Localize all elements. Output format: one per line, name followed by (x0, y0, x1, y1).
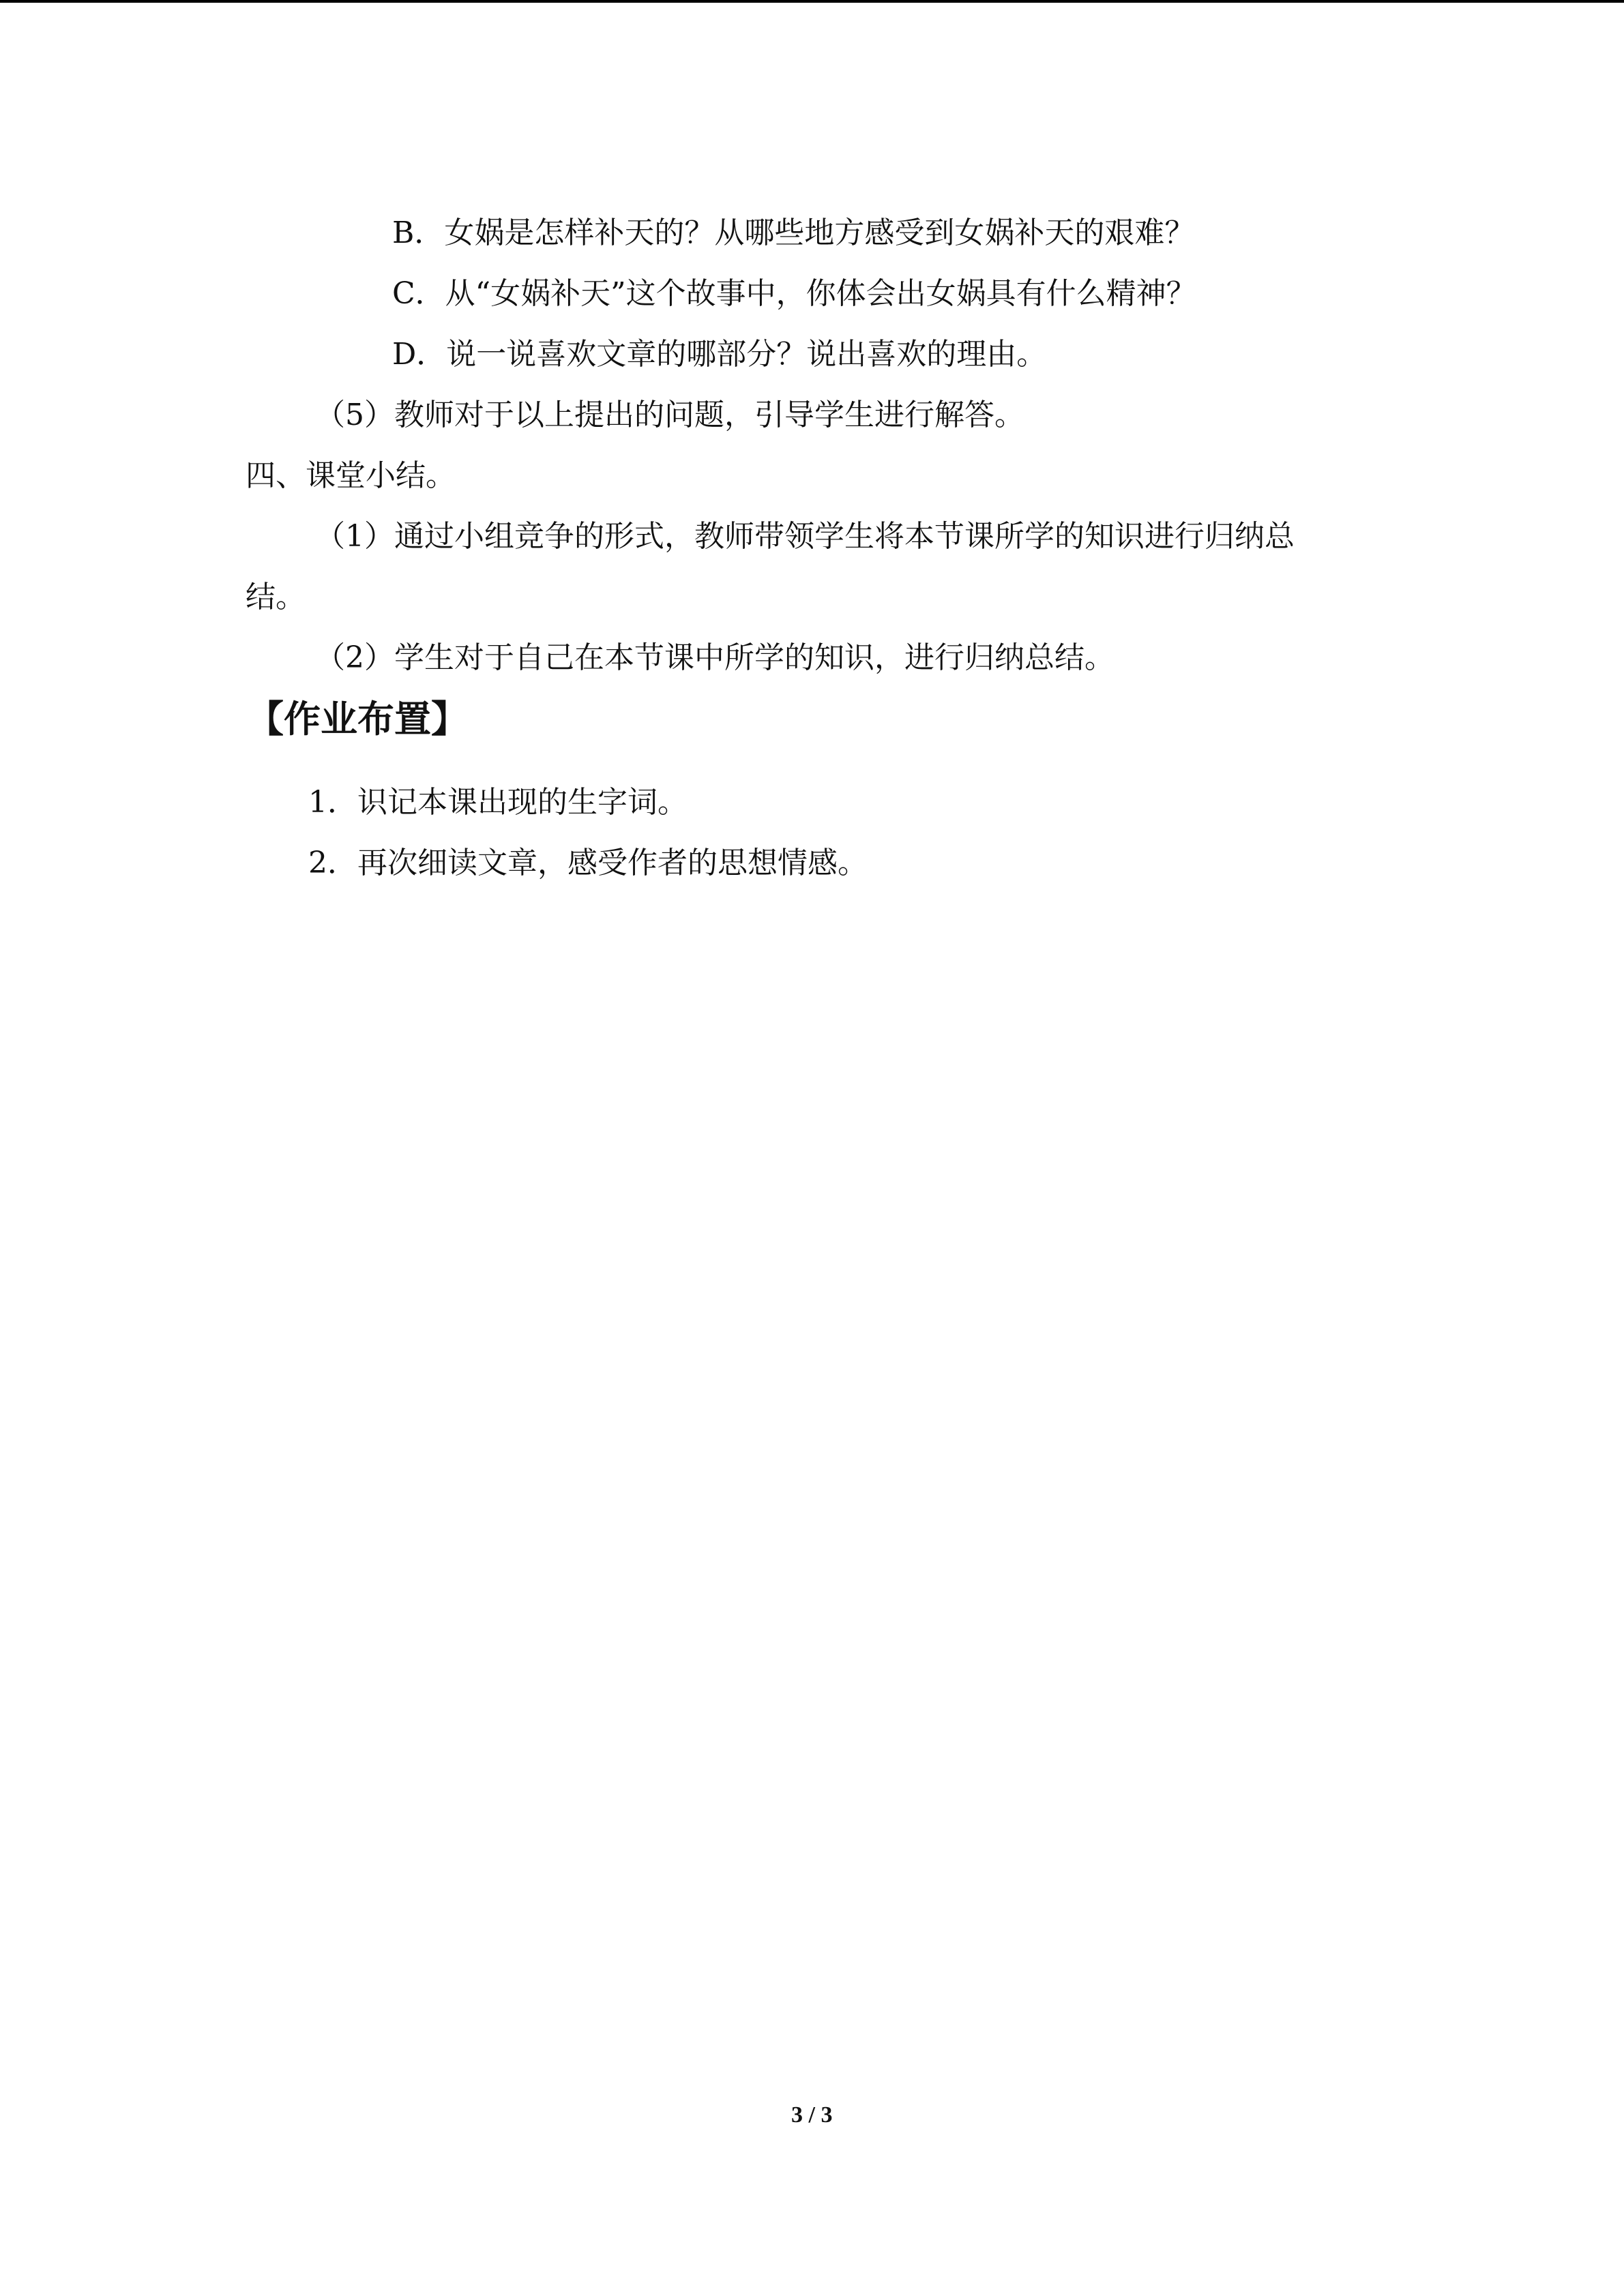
summary-item-1-line-1: （1）通过小组竞争的形式，教师带领学生将本节课所学的知识进行归纳总 (315, 519, 1295, 554)
summary-item-1-line-2: 结。 (246, 580, 306, 614)
section-heading-summary: 四、课堂小结。 (246, 458, 456, 493)
question-d: D．说一说喜欢文章的哪部分？说出喜欢的理由。 (392, 337, 1047, 372)
question-c: C．从“女娲补天”这个故事中，你体会出女娲具有什么精神？ (392, 276, 1196, 311)
summary-item-2: （2）学生对于自己在本节课中所学的知识，进行归纳总结。 (315, 640, 1114, 675)
homework-item-1: 1．识记本课出现的生字词。 (308, 785, 688, 820)
homework-item-2: 2．再次细读文章，感受作者的思想情感。 (308, 846, 868, 880)
page-number: 3 / 3 (791, 2102, 833, 2128)
step-5: （5）教师对于以上提出的问题，引导学生进行解答。 (315, 398, 1024, 432)
question-b: B．女娲是怎样补天的？从哪些地方感受到女娲补天的艰难？ (392, 215, 1195, 250)
homework-heading: 【作业布置】 (247, 698, 468, 741)
